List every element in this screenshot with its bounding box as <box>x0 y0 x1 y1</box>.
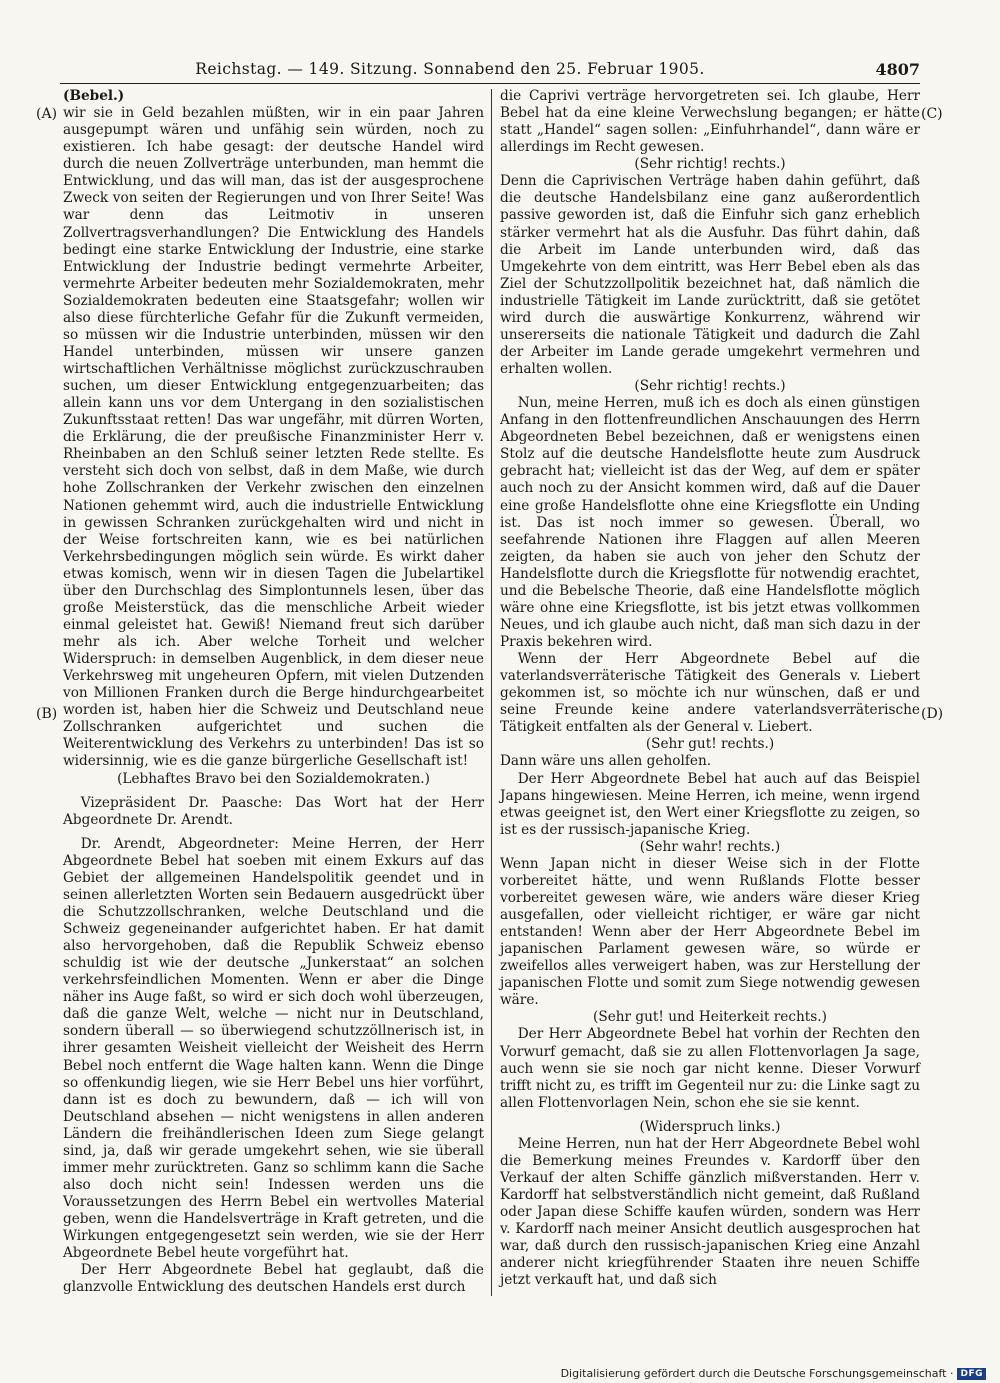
paragraph: Wenn der Herr Abgeordnete Bebel auf die vaterlandsverräterische Tätigkeit des Generals v. Liebert gekommen ist, so möchte ich nur wünschen, daß er und seine Freunde keine andere vaterlandsverräterische Tätigkeit entfalten als der General v. Liebert. <box>500 651 920 736</box>
margin-mark-c: (C) <box>921 106 943 122</box>
margin-mark-d: (D) <box>921 706 944 722</box>
reaction: (Sehr gut! rechts.) <box>645 736 775 753</box>
margin-mark-b: (B) <box>36 706 58 722</box>
speaker-continuation: (Bebel.) <box>63 88 125 104</box>
margin-mark-a: (A) <box>36 106 58 122</box>
dfg-logo: DFG <box>957 1368 986 1380</box>
paragraph: Dann wäre uns allen geholfen. <box>500 753 712 770</box>
credit-text: Digitalisierung gefördert durch die Deutsche Forschungsgemeinschaft · <box>560 1367 954 1380</box>
paragraph: Der Herr Abgeordnete Bebel hat auch auf das Beispiel Japans hingewiesen. Meine Herren, ich meine, wenn irgend etwas geeignet ist, den Wert einer Kriegsflotte zu zeigen, so ist es der russisch-japanische Krieg. <box>500 770 920 838</box>
reaction: (Widerspruch links.) <box>639 1118 781 1135</box>
paragraph: Nun, meine Herren, muß ich es doch als einen günstigen Anfang in den flottenfreundlichen Anschauungen des Herrn Abgeordneten Bebel bezeichnen, daß er wenigstens einen Stolz auf die deutsche Handelsflotte heute zum Ausdruck gebracht hat; vielleicht ist das der Weg, auf dem er später auch noch zu der Ansicht kommen wird, daß auf die Dauer eine große Handelsflotte ohne eine Kriegsflotte ein Unding ist. Das ist noch immer so gewesen. Überall, wo seefahrende Nationen ihre Flaggen auf allen Meeren zeigten, da haben sie auch von jeher den Schutz der Handelsflotte durch die Kriegsflotte für notwendig erachtet, und die Bebelsche Theorie, daß eine Handelsflotte möglich wäre ohne eine Kriegsflotte, ist bis jetzt etwas vollkommen Neues, und ich glaube auch nicht, daß man sich dazu in der Praxis bekehren wird. <box>500 395 920 650</box>
right-column <box>500 88 920 1289</box>
column-divider <box>491 89 492 1296</box>
paragraph: Der Herr Abgeordnete Bebel hat geglaubt, daß die glanzvolle Entwicklung des deutschen Handels erst durch <box>63 1262 484 1296</box>
bebel-paragraph: wir sie in Geld bezahlen müßten, wir in ein paar Jahren ausgepumpt wären und unfähig sein würden, noch zu existieren. Ich habe gesagt: der deutsche Handel wird durch die neuen Zollverträge unterbunden, man hemmt die Entwicklung, und das will man, das ist der ausgesprochene Zweck von seiten der Regierungen und von Ihrer Seite! Was war denn das Leitmotiv in unseren Zollvertragsverhandlungen? Die Entwicklung des Handels bedingt eine starke Entwicklung der Industrie, eine starke Entwicklung der Industrie bedingt vermehrte Arbeiter, vermehrte Arbeiter bedeuten mehr Sozialdemokraten, mehr Sozialdemokraten bedeuten eine Staatsgefahr; wollen wir also diese fürchterliche Gefahr für die Zukunft vermeiden, so müssen wir die Industrie unterbinden, müssen wir den Handel unterbinden, müssen wir unsere ganzen wirtschaftlichen Verhältnisse möglichst zurückzuschrauben suchen, um dieser Entwicklung entgegenzuarbeiten; das allein kann uns vor dem Untergang in den sozialistischen Zukunftsstaat retten! Das war ungefähr, mit dürren Worten, die Erklärung, die der preußische Finanzminister Herr v. Rheinbaben an den Schluß seiner letzten Rede stellte. Es versteht sich doch von selbst, daß in dem Maße, wie durch hohe Zollschranken der Verkehr zwischen den einzelnen Nationen gehemmt wird, auch die industrielle Entwicklung in gewissen Schranken zurückgehalten wird und nicht in der Weise fortschreiten kann, wie es bei natürlichen Verkehrsbedingungen möglich sein würde. Es wirkt daher etwas komisch, wenn wir in diesen Tagen die Jubelartikel über den Durchschlag des Simplontunnels lesen, über das große Meisterstück, das die menschliche Arbeit wieder einmal geleistet hat. Gewiß! Niemand freut sich darüber mehr als ich. Aber welche Torheit und welcher Widerspruch: in demselben Augenblick, in dem dieser neue Verkehrsweg mit ungeheuren Opfern, mit vielen Dutzenden von Millionen Franken durch die Berge hindurchgearbeitet worden ist, haben hier die Schweiz und Deutschland neue Zollschranken aufgerichtet und suchen die Weiterentwicklung des Verkehrs zu unterbinden! Das ist so widersinnig, wie es die ganze bürgerliche Gesellschaft ist! <box>63 105 484 770</box>
vice-president-paragraph: Vizepräsident Dr. Paasche: Das Wort hat der Herr Abgeordnete Dr. Arendt. <box>63 794 484 828</box>
arendt-paragraph: Dr. Arendt, Abgeordneter: Meine Herren, der Herr Abgeordnete Bebel hat soeben mit einem Exkurs auf das Gebiet der allgemeinen Handelspolitik geendet und in seinen allerletzten Worten sein Bedauern ausgedrückt über die Schutzzollschranken, welche Deutschland und die Schweiz gegeneinander aufgerichtet haben. Er hat damit also hervorgehoben, daß die Republik Schweiz ebenso schuldig ist wie der deutsche „Junkerstaat“ an solchen verkehrsfeindlichen Momenten. Wenn er aber die Dinge näher ins Auge faßt, so wird er sich doch wohl überzeugen, daß die ganze Welt, welche — nicht nur in Deutschland, sondern überall — so überwiegend schutzzöllnerisch ist, in ihrer gesamten Weisheit vielleicht der Weisheit des Herrn Bebel noch entfernt die Wage halten kann. Wenn die Dinge so offenkundig liegen, wie sie Herr Bebel uns hier vorführt, dann ist es doch zu bewundern, daß — ich will von Deutschland absehen — nicht wenigstens in allen anderen Ländern die freihändlerischen Ideen zum Siege gelangt sind, ja, daß wir gerade umgekehrt sehen, wie sie überall immer mehr zurücktreten. Ganz so schlimm kann die Sache also doch nicht sein! Indessen werden uns die Voraussetzungen des Herrn Bebel ein wertvolles Material geben, wenn die Handelsverträge in Kraft getreten, und die Wirkungen entgegengesetzt sein werden, wie sie der Herr Abgeordnete Bebel heute vorgeführt hat. <box>63 835 484 1262</box>
header-rule <box>60 83 920 84</box>
reaction: (Sehr wahr! rechts.) <box>639 838 781 855</box>
running-header <box>60 60 920 84</box>
reaction: (Sehr gut! und Heiterkeit rechts.) <box>593 1009 827 1026</box>
paragraph: Wenn Japan nicht in dieser Weise sich in der Flotte vorbereitet hätte, und wenn Rußlands Flotte besser vorbereitet gewesen wäre, wie anders wäre dieser Krieg ausgefallen, oder vielleicht richtiger, er wäre gar nicht entstanden! Wenn aber der Herr Abgeordnete Bebel im japanischen Parlament gewesen wäre, so würde er zweifellos alles verweigert haben, was zur Herstellung der japanischen Flotte und somit zum Siege notwendig gewesen wäre. <box>500 855 920 1009</box>
paragraph: die Caprivi verträge hervorgetreten sei. Ich glaube, Herr Bebel hat da eine kleine Verwechslung begangen; er hätte statt „Handel“ sagen sollen: „Einfuhrhandel“, dann wäre er allerdings im Recht gewesen. <box>500 88 920 156</box>
reaction: (Lebhaftes Bravo bei den Sozialdemokraten.) <box>117 770 430 787</box>
paragraph: Der Herr Abgeordnete Bebel hat vorhin der Rechten den Vorwurf gemacht, daß sie zu allen Flottenvorlagen Ja sage, auch wenn sie sie noch gar nicht kenne. Dieser Vorwurf trifft nicht zu, es trifft im Gegenteil nur zu: die Linke sagt zu allen Flottenvorlagen Nein, schon ehe sie sie kennt. <box>500 1026 920 1111</box>
paragraph: Denn die Caprivischen Verträge haben dahin geführt, daß die deutsche Handelsbilanz eine ganz außerordentlich passive geworden ist, daß die Einfuhr sich ganz erheblich stärker vermehrt hat als die Ausfuhr. Das führt dahin, daß die Arbeit im Lande unterbunden wird, daß das Umgekehrte von dem eintritt, was Herr Bebel eben als das Ziel der Schutzzollpolitik bezeichnet hat, daß nämlich die industrielle Tätigkeit im Lande zurücktritt, daß sie getötet wird durch die auswärtige Konkurrenz, während wir unsererseits die nationale Tätigkeit und dadurch die Zahl der Arbeiter im Lande gerade umgekehrt vermehren und erhalten wollen. <box>500 173 920 377</box>
page-number: 4807 <box>875 60 920 79</box>
reaction: (Sehr richtig! rechts.) <box>634 378 786 395</box>
paragraph: Meine Herren, nun hat der Herr Abgeordnete Bebel wohl die Bemerkung meines Freundes v. Kardorff über den Verkauf der alten Schiffe gänzlich mißverstanden. Herr v. Kardorff hat selbstverständlich nicht gemeint, daß Rußland oder Japan diese Schiffe kaufen würden, sondern was Herr v. Kardorff nach meiner Ansicht deutlich ausgesprochen hat war, daß durch den russisch-japanischen Krieg eine Anzahl anderer nicht kriegführender Staaten ihre neuen Schiffe jetzt verkauft hat, und daß sich <box>500 1135 920 1289</box>
reaction: (Sehr richtig! rechts.) <box>634 156 786 173</box>
left-column <box>63 88 484 1296</box>
running-title: Reichstag. — 149. Sitzung. Sonnabend den 25. Februar 1905. <box>195 60 705 78</box>
digitization-credit <box>561 1367 986 1380</box>
